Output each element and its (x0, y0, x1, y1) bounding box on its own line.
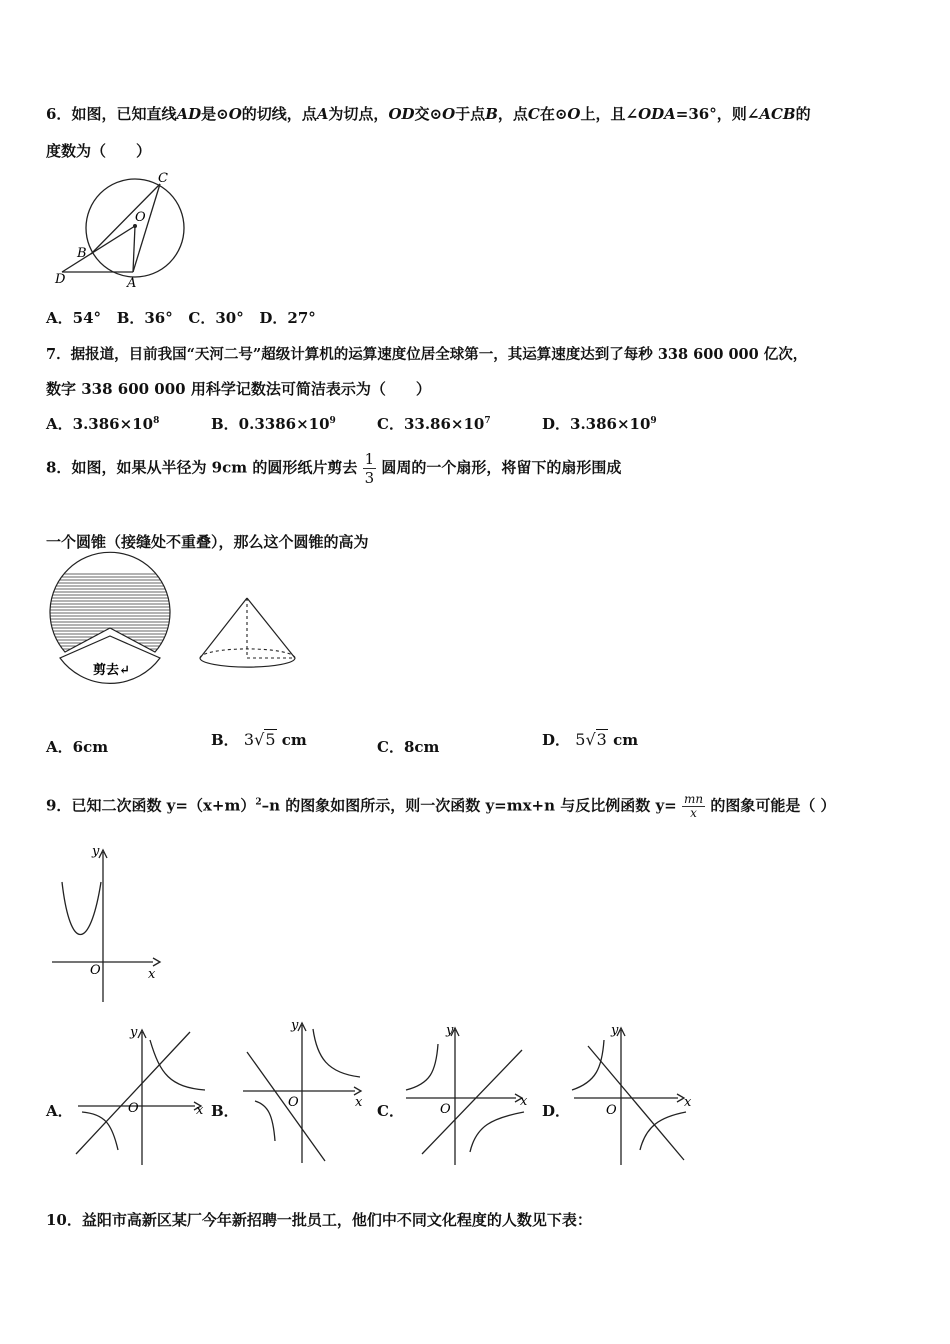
q6-number: 6． (46, 105, 72, 123)
label-d: D (55, 272, 66, 287)
origin-label: O (90, 963, 101, 978)
hyperbola-q1 (150, 1040, 205, 1090)
q6-option-d[interactable]: D．27° (259, 309, 316, 327)
q6-option-a[interactable]: A．54° (46, 309, 102, 327)
q8-option-c[interactable]: C．8cm (377, 738, 440, 756)
line-graph (247, 1052, 325, 1161)
q7-option-a[interactable]: A．$3.386\times 10^8$ (46, 415, 160, 433)
cone-base-front (200, 658, 295, 667)
q8-option-b[interactable]: B． 3√5 cm (211, 730, 307, 749)
hyperbola-q3 (255, 1101, 275, 1141)
origin-label: O (288, 1095, 299, 1110)
axis-label-y: y (611, 1023, 619, 1038)
line-graph (76, 1032, 190, 1154)
axis-label-y: y (130, 1025, 138, 1040)
q9-graph-a (70, 1022, 215, 1170)
line-graph (422, 1050, 522, 1154)
axis-label-y: y (446, 1023, 454, 1038)
origin-label: O (440, 1102, 451, 1117)
x-arrow (153, 958, 160, 966)
x-arrow (354, 1087, 361, 1095)
q7-line2: 数字 338 600 000 用科学记数法可简洁表示为（ ） (46, 380, 431, 398)
origin-label: O (128, 1101, 139, 1116)
cone-left (200, 598, 247, 658)
axis-label-y: y (291, 1018, 299, 1033)
hyperbola-q4 (470, 1112, 524, 1152)
axis-label-x: x (355, 1095, 363, 1110)
q9-number: 9． (46, 796, 72, 815)
q8-option-a[interactable]: A．6cm (46, 738, 109, 756)
q8-line1: 8．如图，如果从半径为 9cm 的圆形纸片剪去 $\frac{1}{3}$ 圆周的一个扇形，将留下的扇形围成 (46, 450, 622, 487)
parabola (62, 882, 101, 935)
q9-parabola-graph (50, 842, 170, 1007)
q9-option-d[interactable]: D． (542, 1102, 571, 1120)
q9-line1: 9．已知二次函数 $y=(x+m)^2-n$ 的图象如图所示，则一次函数 y=mx+n 与反比例函数 y= $\frac{mn}{x}$ 的图象可能是（ ） (46, 792, 836, 820)
q6-line1: 6．如图，已知直线AD是⊙O的切线，点A为切点，OD交⊙O于点B，点C在⊙O上，且∠ODA=36°，则∠ACB的 (46, 105, 811, 123)
axis-label-x: x (148, 967, 156, 982)
line-graph (588, 1046, 684, 1160)
q9-graph-c (402, 1022, 542, 1170)
q6-option-c[interactable]: C．30° (188, 309, 244, 327)
label-o: O (135, 210, 146, 225)
label-a: A (127, 276, 137, 291)
q9-option-b[interactable]: B． (211, 1102, 239, 1120)
axis-label-y: y (92, 844, 100, 859)
hyperbola-q1 (313, 1029, 360, 1077)
mn-over-x-fraction: $\frac{mn}{x}$ (683, 792, 704, 820)
q9-graph-b (235, 1015, 375, 1165)
hyperbola-q2 (406, 1044, 438, 1090)
cut-label: 剪去↵ (93, 663, 130, 678)
q7-line1: 7．据报道，目前我国“天河二号”超级计算机的运算速度位居全球第一，其运算速度达到了每秒 338 600 000 亿次， (46, 346, 808, 363)
origin-label: O (606, 1103, 617, 1118)
q8-option-d[interactable]: D． 5√3 cm (542, 730, 639, 749)
q10-line1: 10．益阳市高新区某厂今年新招聘一批员工，他们中不同文化程度的人数见下表： (46, 1211, 592, 1229)
hyperbola-q2 (572, 1040, 604, 1090)
q9-graph-d (566, 1022, 706, 1170)
q6-circle-figure (50, 170, 200, 295)
q8-sector-figure (48, 572, 178, 702)
q10-number: 10． (46, 1211, 82, 1229)
line-do (62, 226, 135, 272)
q7-option-c[interactable]: C．$33.86\times 10^7$ (377, 415, 491, 433)
hyperbola-q4 (640, 1112, 686, 1150)
q8-line2: 一个圆锥（接缝处不重叠），那么这个圆锥的高为 (46, 533, 369, 551)
label-b: B (77, 246, 87, 261)
q8-number: 8． (46, 458, 72, 477)
q6-option-b[interactable]: B．36° (116, 309, 173, 327)
axis-label-x: x (520, 1094, 528, 1109)
q6-options (46, 307, 316, 328)
label-c: C (158, 171, 168, 186)
q6-line2: 度数为（ ） (46, 142, 152, 160)
axis-label-x: x (684, 1095, 692, 1110)
one-third-fraction: $\frac{1}{3}$ (364, 450, 375, 487)
q8-cone-figure (195, 596, 300, 676)
x-arrow (677, 1094, 684, 1102)
hyperbola-q3 (82, 1112, 118, 1150)
axis-label-x: x (196, 1103, 204, 1118)
q7-option-b[interactable]: B．$0.3386\times 10^9$ (211, 415, 336, 433)
q7-number: 7． (46, 346, 71, 363)
q9-option-a[interactable]: A． (46, 1102, 73, 1120)
q7-option-d[interactable]: D．$3.386\times 10^9$ (542, 415, 657, 433)
q9-option-c[interactable]: C． (377, 1102, 404, 1120)
